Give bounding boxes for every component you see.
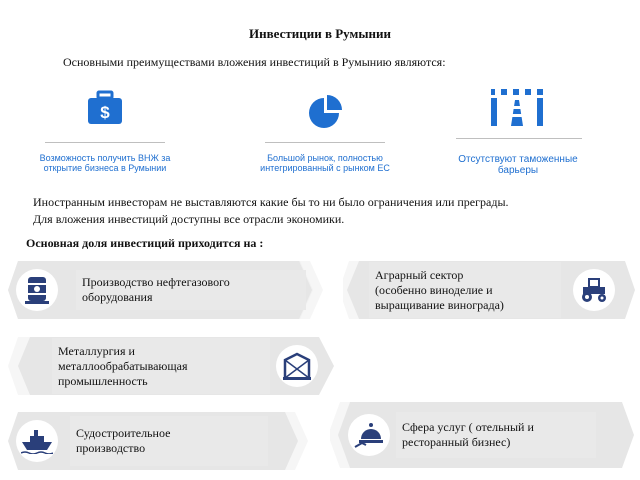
sector-text (76, 270, 306, 310)
advantage-label (20, 153, 190, 173)
advantage-label-line: интегрированный с рынком ЕС (260, 163, 390, 173)
steel-structure-icon (282, 352, 312, 380)
sector-text-line: Судостроительное (76, 426, 171, 440)
sector-text-line: Металлургия и (58, 343, 135, 358)
service-bell-icon (354, 421, 384, 449)
advantage-label-line: открытие бизнеса в Румынии (43, 163, 167, 173)
sector-icon-circle (573, 269, 615, 311)
advantage-label-line: Возможность получить ВНЖ за (39, 153, 171, 163)
sector-text (52, 338, 270, 394)
advantage-label-line: барьеры (497, 165, 539, 176)
pie-chart-icon (305, 92, 345, 132)
sector-services (330, 400, 637, 462)
sector-text-line: Сфера услуг ( отельный и (402, 420, 534, 434)
sector-oil-gas (4, 259, 329, 321)
advantage-divider (265, 142, 385, 143)
advantage-customs (443, 86, 593, 180)
sector-icon-circle (16, 269, 58, 311)
sector-icon-circle (276, 345, 318, 387)
advantage-market (250, 90, 400, 180)
sector-text-line: производство (76, 441, 146, 455)
advantage-divider (456, 138, 582, 139)
sector-text (396, 412, 596, 458)
sector-agriculture (343, 259, 637, 321)
sector-text-line: металлообрабатывающая (58, 358, 188, 373)
page-title: Инвестиции в Румынии (249, 26, 391, 41)
sector-shipbuilding (4, 410, 314, 472)
sector-text-line: ресторанный бизнес) (402, 435, 511, 449)
sector-text-line: Аграрный сектор (375, 267, 464, 282)
advantage-label-line: Отсутствуют таможенные (458, 154, 578, 165)
advantage-divider (45, 142, 165, 143)
advantage-label-line: Большой рынок, полностью (267, 153, 383, 163)
sector-text (369, 262, 561, 318)
sector-icon-circle (16, 420, 58, 462)
sector-text-line: Производство нефтегазового (82, 275, 230, 289)
sector-text-line: оборудования (82, 290, 153, 304)
sector-text-line: выращивание винограда) (375, 297, 504, 312)
tractor-icon (579, 277, 609, 303)
sector-icon-circle (348, 414, 390, 456)
oil-barrel-icon (24, 275, 50, 305)
svg-text:$: $ (100, 103, 110, 122)
customs-barrier-icon (488, 86, 546, 128)
advantage-visa (30, 90, 180, 180)
ship-icon (21, 428, 53, 454)
sector-metallurgy (4, 335, 339, 397)
sector-text-line: промышленность (58, 373, 148, 388)
paragraph-sectors: Для вложения инвестиций доступны все отрасли экономики. (33, 212, 345, 226)
advantage-label (240, 153, 410, 173)
advantage-label (433, 154, 603, 176)
section-title: Основная доля инвестиций приходится на : (26, 236, 264, 250)
intro-text: Основными преимуществами вложения инвестиций в Румынию являются: (63, 55, 446, 69)
paragraph-restrictions: Иностранным инвесторам не выставляются какие бы то ни было ограничения или преграды. (33, 195, 509, 209)
suitcase-dollar-icon (85, 90, 125, 126)
sector-text (70, 416, 268, 466)
sector-text-line: (особенно виноделие и (375, 282, 493, 297)
